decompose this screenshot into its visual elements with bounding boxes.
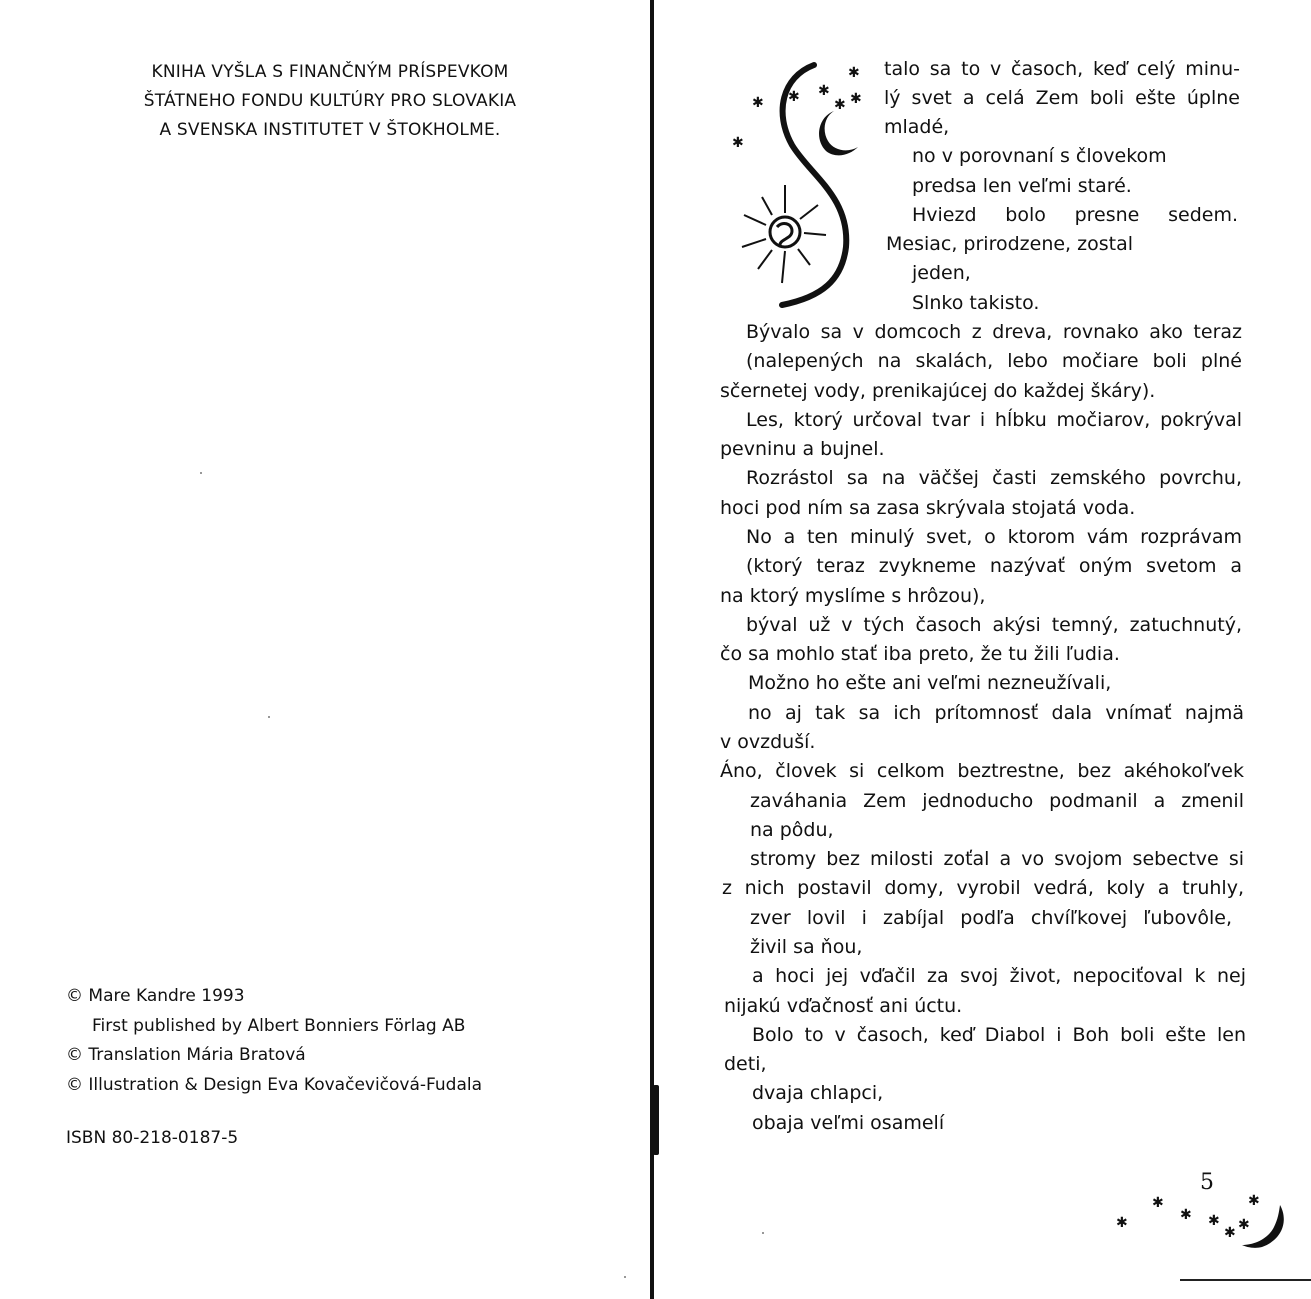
funding-line: A SVENSKA INSTITUTET V ŠTOKHOLME. xyxy=(159,120,501,140)
story-line: no aj tak sa ich prítomnosť dala vnímať najmä xyxy=(748,702,1244,724)
story-line: zaváhania Zem jednoducho podmanil a zmenil xyxy=(750,790,1244,812)
story-line: živil sa ňou, xyxy=(750,936,863,958)
story-line: hoci pod ním sa zasa skrývala stojatá voda. xyxy=(720,497,1136,519)
story-line: Áno, človek si celkom beztrestne, bez akéhokoľvek xyxy=(720,760,1244,782)
first-published: First published by Albert Bonniers Förlag AB xyxy=(92,1015,466,1036)
story-line: (ktorý teraz zvykneme nazývať oným svetom a xyxy=(746,555,1242,577)
svg-text:✱: ✱ xyxy=(788,89,800,105)
svg-text:✱: ✱ xyxy=(850,91,862,107)
svg-text:✱: ✱ xyxy=(1180,1207,1192,1223)
story-line: a hoci jej vďačil za svoj život, nepociťoval k nej xyxy=(752,965,1246,987)
svg-text:✱: ✱ xyxy=(1208,1213,1220,1229)
story-line: lý svet a celá Zem boli ešte úplne xyxy=(884,87,1240,109)
story-line: predsa len veľmi staré. xyxy=(912,175,1132,197)
story-line: Bývalo sa v domcoch z dreva, rovnako ako teraz xyxy=(746,321,1242,343)
story-line: no v porovnaní s človekom xyxy=(912,145,1167,167)
story-line: stromy bez milosti zoťal a vo svojom sebectve si xyxy=(750,848,1244,870)
svg-text:✱: ✱ xyxy=(1224,1225,1236,1241)
funding-line: ŠTÁTNEHO FONDU KULTÚRY PRO SLOVAKIA xyxy=(143,91,517,111)
isbn: ISBN 80-218-0187-5 xyxy=(66,1128,239,1148)
story-line: nijakú vďačnosť ani úctu. xyxy=(724,995,963,1017)
story-line: deti, xyxy=(724,1053,767,1075)
copyright-author: © Mare Kandre 1993 xyxy=(66,986,245,1006)
story-line: v ovzduší. xyxy=(720,731,816,753)
svg-text:✱: ✱ xyxy=(848,65,860,81)
story-line: mladé, xyxy=(884,116,950,138)
story-line: čo sa mohlo stať iba preto, že tu žili ľudia. xyxy=(720,643,1120,665)
footer-rule xyxy=(1180,1279,1311,1281)
story-line: talo sa to v časoch, keď celý minu- xyxy=(884,58,1240,80)
story-line: Mesiac, prirodzene, zostal xyxy=(886,233,1133,255)
page-number: 5 xyxy=(1200,1170,1214,1195)
svg-text:✱: ✱ xyxy=(732,135,744,151)
story-line: jeden, xyxy=(912,262,971,284)
stars-and-crescent-moon-ornament xyxy=(1112,1185,1292,1255)
story-line: Rozrástol sa na väčšej časti zemského povrchu, xyxy=(746,467,1242,489)
svg-text:✱: ✱ xyxy=(1116,1215,1128,1231)
story-line: Slnko takisto. xyxy=(912,292,1040,314)
story-line: Hviezd bolo presne sedem. xyxy=(912,204,1238,226)
story-line: Bolo to v časoch, keď Diabol i Boh boli ešte len xyxy=(752,1024,1246,1046)
story-line: sčernetej vody, prenikajúcej do každej škáry). xyxy=(720,380,1156,402)
story-line: (nalepených na skalách, lebo močiare boli plné xyxy=(746,350,1242,372)
story-line: na ktorý myslíme s hrôzou), xyxy=(720,585,986,607)
story-line: Les, ktorý určoval tvar i hĺbku močiarov, pokrýval xyxy=(746,409,1242,431)
svg-text:✱: ✱ xyxy=(818,83,830,99)
svg-text:✱: ✱ xyxy=(1152,1195,1164,1211)
story-line: No a ten minulý svet, o ktorom vám rozprávam xyxy=(746,526,1242,548)
svg-text:✱: ✱ xyxy=(834,97,846,113)
story-line: dvaja chlapci, xyxy=(752,1082,884,1104)
svg-text:✱: ✱ xyxy=(1248,1193,1260,1209)
story-line: býval už v tých časoch akýsi temný, zatuchnutý, xyxy=(746,614,1242,636)
copyright-illustration: © Illustration & Design Eva Kovačevičová-Fudala xyxy=(66,1074,483,1095)
story-line: Možno ho ešte ani veľmi nezneužívali, xyxy=(748,672,1112,694)
story-line: pevninu a bujnel. xyxy=(720,438,885,460)
funding-line: KNIHA VYŠLA S FINANČNÝM PRÍSPEVKOM xyxy=(151,62,509,82)
svg-text:✱: ✱ xyxy=(1238,1217,1250,1233)
story-line: obaja veľmi osamelí xyxy=(752,1112,945,1134)
story-line: zver lovil i zabíjal podľa chvíľkovej ľubovôle, xyxy=(750,907,1232,929)
copyright-translation: © Translation Mária Bratová xyxy=(66,1045,306,1065)
star-icon xyxy=(1116,1193,1260,1241)
svg-text:✱: ✱ xyxy=(752,95,764,111)
story-line: z nich postavil domy, vyrobil vedrá, koly a truhly, xyxy=(722,877,1244,899)
story-line: na pôdu, xyxy=(750,819,834,841)
